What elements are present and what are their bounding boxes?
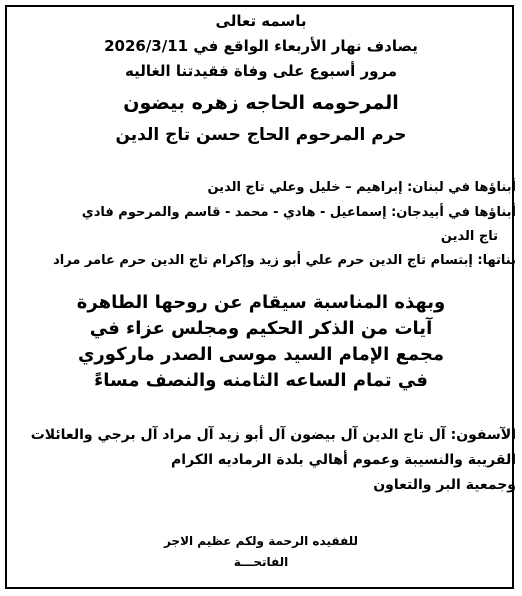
ceremony-line-2: آيات من الذكر الحكيم ومجلس عزاء في (89, 318, 433, 339)
fatiha-line: الفاتحـــة (233, 555, 289, 569)
ceremony-line-1: وبهذه المناسبة سيقام عن روحها الطاهرة (76, 292, 446, 313)
sons-lebanon: أبناؤها في لبنان: إبراهيم – خليل وعلي تاج الدين (207, 180, 516, 195)
mourners-line-3: وجمعية البر والتعاون (373, 477, 516, 493)
mourners-line-2: القريبة والنسيبة وعموم أهالي بلدة الرماديه الكرام (171, 452, 516, 468)
condolence-line: للفقيده الرحمة ولكم عظيم الاجر (163, 534, 359, 548)
opening-invocation: باسمه تعالى (215, 12, 307, 30)
ceremony-line-3: مجمع الإمام السيد موسى الصدر ماركوري (77, 344, 445, 365)
sons-abidjan: أبناؤها في أبيدجان: إسماعيل - هادي - محمد - قاسم والمرحوم فادي (81, 205, 516, 220)
deceased-name: المرحومه الحاجه زهره بيضون (123, 92, 399, 114)
mourners-line-1: الآسفون: آل تاج الدين آل بيضون آل أبو زيد آل مراد آل برجي والعائلات (30, 427, 516, 443)
ceremony-line-4: في تمام الساعه الثامنه والنصف مساءً (94, 370, 428, 391)
sons-abidjan-continued: تاج الدين (440, 229, 498, 244)
daughters: بناتها: إبتسام تاج الدين حرم علي أبو زيد وإكرام تاج الدين حرم عامر مراد (53, 253, 516, 268)
date-line: يصادف نهار الأربعاء الواقع في 2026/3/11 (104, 37, 418, 55)
occasion-line: مرور أسبوع على وفاة فقيدتنا الغاليه (124, 62, 398, 80)
deceased-spouse: حرم المرحوم الحاج حسن تاج الدين (115, 125, 407, 145)
